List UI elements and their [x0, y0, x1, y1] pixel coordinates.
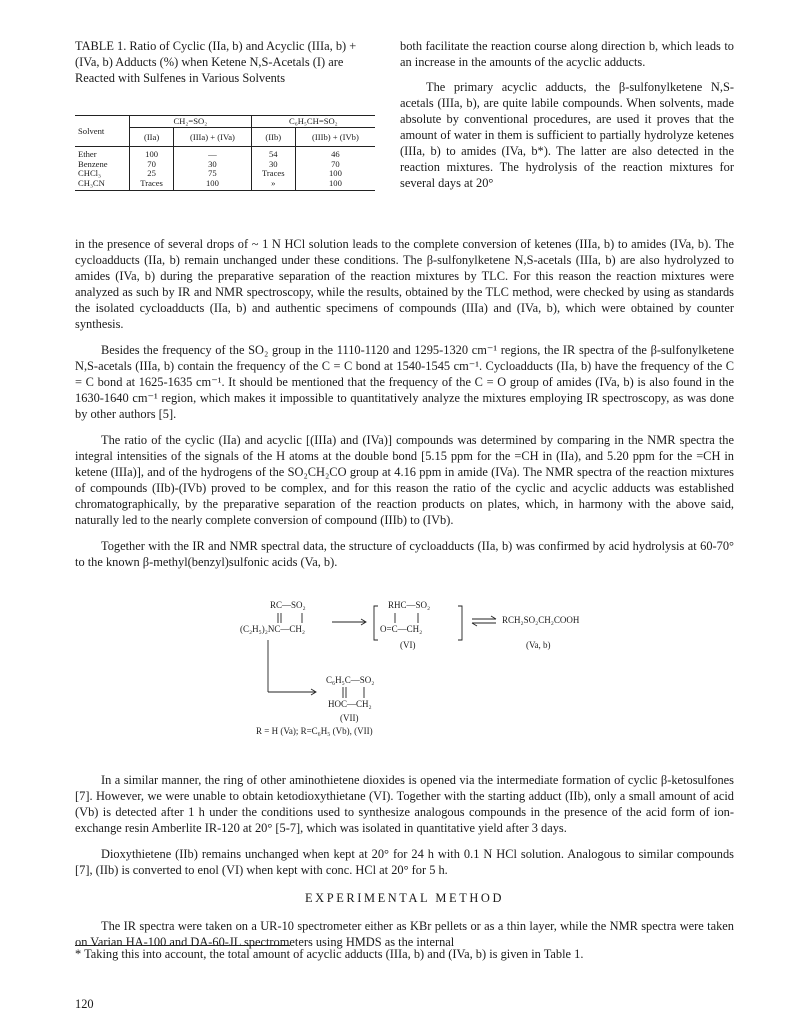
table-caption: TABLE 1. Ratio of Cyclic (IIa, b) and Acyclic (IIIa, b) + (IVa, b) Adducts (%) when Ketene N,S-Acetals (I) are Reacted with Sulfenes in Various Solvents: [75, 39, 357, 85]
solvent-name: CHCl₃: [78, 168, 102, 179]
sub-header: (IIIa) + (IVa): [174, 128, 251, 147]
paragraph-ir-spectra: Besides the frequency of the SO₂ group in the 1110-1120 and 1295-1320 cm⁻¹ regions, the IR spectra of the β-sulfonylketene N,S-acetals (IIIa, b) contain the frequency of the C = C bond at 1540-1545 cm⁻¹. Cycloadducts (IIa, b) have the frequency of the C = C bond at 1625-1635 cm⁻¹. It should be mentioned that the frequency of the C = O group of amides (IVa, b) is also found in the 1630-1640 cm⁻¹ region, which makes it impossible to quantitatively analyze the mixtures employing IR spectroscopy, as was done by other authors [5].: [75, 343, 734, 421]
table-cell: Traces: [261, 168, 285, 179]
scheme-legend: R = H (Va); R=C₆H₅ (Vb), (VII): [256, 726, 373, 736]
page-number: 120: [75, 997, 94, 1011]
reaction-scheme: [240, 600, 580, 765]
paragraph-dioxythietene: Dioxythietene (IIb) remains unchanged when kept at 20° for 24 h with 0.1 N HCl solution. Analogous to similar compounds [7], (IIb) is converted to enol (VI) when kept with conc. HCl at 20° for 5 h.: [75, 847, 734, 877]
table-cell: »: [271, 177, 276, 188]
table-cell: 70: [147, 158, 156, 169]
scheme-bracket-bottom: O=C—CH₂: [380, 624, 423, 634]
solvent-name: Benzene: [78, 158, 108, 169]
section-heading: EXPERIMENTAL METHOD: [304, 891, 505, 905]
scheme-enol-top: C₆H₅C—SO₂: [326, 675, 375, 685]
paragraph-acid-hydrolysis: Together with the IR and NMR spectral data, the structure of cycloadducts (IIa, b) was confirmed by acid hydrolysis at 60-70° to the known β-methyl(benzyl)sulfonic acids (Va, b).: [75, 539, 734, 569]
table-1: [75, 115, 375, 191]
scheme-bracket-top: RHC—SO₂: [388, 600, 431, 610]
paragraph-hydrolysis: in the presence of several drops of ~ 1 N HCl solution leads to the complete conversion of ketenes (IIIa, b) to amides (IVa, b). The cycloadducts (IIa, b) remain unchanged under these conditions. The β-sulfonylketene N,S-acetals (IIIa, b) are also hydrolyzed to amides (IVa, b) during the preparative separation of the reaction mixtures by TLC. For this reason the reaction mixtures were analyzed as such by IR and NMR spectroscopy, while the results, obtained by the TLC method, were checked by using as standards the isolated cycloadducts (IIa, b) and authentic specimens of compounds (IIIa) and (IVa, b), which were obtained by counter synthesis.: [75, 237, 734, 331]
scheme-label-vii: (VII): [340, 713, 359, 723]
paragraph-nmr-ratio: The ratio of the cyclic (IIa) and acyclic [(IIIa) and (IVa)] compounds was determined by comparing in the NMR spectra the integral intensities of the signals of the H atoms at the double bond [5.15 ppm for the =CH in (IIa), and 5.20 ppm for the =CH in ketene (IIIa)], and of the hydrogens of the SO₂CH₂CO group at 4.16 ppm in amide (IVa). The NMR spectra of the reaction mixtures of compounds (IIb)-(IVb) proved to be complex, and for this reason the ratio of the cyclic and acyclic adducts was established chromatographically, by the preparative separation of the reaction products on plates, which, in harmony with the above said, naturally led to the nearly complete conversion of compound (IIIb) to (IVb).: [75, 433, 734, 527]
sub-header: (IIb): [251, 128, 295, 147]
group-header-ch2so2: CH₂=SO₂: [130, 116, 252, 128]
table-cell: 70: [331, 158, 340, 169]
scheme-start-top: RC—SO₂: [270, 600, 306, 610]
scheme-label-vi: (VI): [400, 640, 416, 650]
body-text-upper: [75, 236, 734, 570]
table-cell: 46: [331, 149, 340, 160]
scheme-label-vab: (Va, b): [526, 640, 551, 650]
scheme-product: RCH₂SO₂CH₂COOH: [502, 615, 580, 625]
table-cell: 30: [208, 158, 217, 169]
sub-header: (IIa): [130, 128, 174, 147]
table-cell: 100: [328, 168, 342, 179]
table-cell: Traces: [140, 177, 163, 188]
body-text-lower: [75, 772, 734, 950]
footnote: * Taking this into account, the total amount of acyclic adducts (IIIa, b) and (IVa, b) is given in Table 1.: [75, 947, 584, 961]
table-cell: 100: [145, 149, 159, 160]
table-cell: 25: [147, 168, 156, 179]
paragraph-continuation: both facilitate the reaction course along direction b, which leads to an increase in the amounts of the acyclic adducts.: [400, 39, 734, 69]
sub-header: (IIIb) + (IVb): [295, 128, 375, 147]
table-cell: —: [208, 149, 217, 160]
table-cell: 100: [205, 177, 219, 188]
paragraph-acyclic-adducts: The primary acyclic adducts, the β-sulfonylketene N,S-acetals (IIIa, b), are quite labile compounds. When solvents, made absolute by conventional procedures, are used it proves that the amount of water in them is sufficient to partially hydrolyze ketenes (IIIa, b) to amides (IVa, b*). The latter are also detected in the reaction mixtures. The hydrolysis of the reaction mixtures for several days at 20°: [400, 80, 734, 190]
solvent-name: Ether: [78, 149, 97, 160]
ratio-table: [75, 115, 375, 191]
scheme-enol-bottom: HOC—CH₂: [328, 699, 372, 709]
solvent-header: Solvent: [75, 116, 130, 147]
table-cell: 100: [328, 177, 342, 188]
paragraph-experimental: The IR spectra were taken on a UR-10 spectrometer either as KBr pellets or as a thin layer, while the NMR spectra were taken on Varian HA-100 and DA-60-JL spectrometers using HMDS as the internal: [75, 919, 734, 949]
scheme-start-bottom: (C₂H₅)₂NC—CH₂: [240, 624, 306, 634]
group-header-c6h5chso2: C₆H₅CH=SO₂: [251, 116, 375, 128]
table-cell: 75: [208, 168, 217, 179]
right-column: [400, 38, 734, 191]
table-cell: 54: [268, 149, 278, 160]
table-cell: 30: [268, 158, 278, 169]
solvent-name: CH₃CN: [78, 177, 105, 188]
paragraph-ring-opening: In a similar manner, the ring of other aminothietene dioxides is opened via the intermediate formation of cyclic β-ketosulfones [7]. However, we were unable to obtain ketodioxythietane (VI). Together with the starting adduct (IIb), only a small amount of acid (Vb) is detected after 1 h under the conditions used to synthesize analogous compounds in the presence of the acid form of ion-exchange resin Amberlite IR-120 at 20° [5-7], which was isolated in quantitative yield after 3 days.: [75, 773, 734, 835]
